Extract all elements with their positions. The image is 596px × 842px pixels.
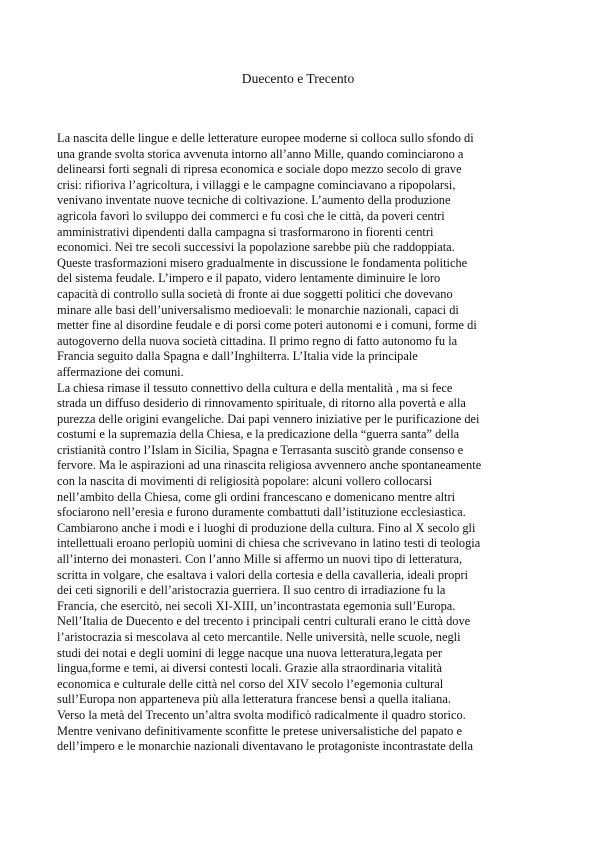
body-line: Queste trasformazioni misero gradualmente in discussione le fondamenta politiche — [57, 255, 468, 270]
body-line: del sistema feudale. L’impero e il papato, videro lentamente diminuire le loro — [57, 271, 441, 286]
body-line: minare alle basi dell’universalismo medioevali: le monarchie nazionali, capaci di — [57, 302, 459, 317]
body-line: una grande svolta storica avvenuta intorno all’anno Mille, quando cominciarono a — [57, 146, 464, 161]
body-line: metter fine al disordine feudale e di porsi come poteri autonomi e i comuni, forme di — [57, 318, 477, 333]
body-line: scritta in volgare, che esaltava i valori della cortesia e della cavalleria, ideali propri — [57, 567, 469, 582]
body-line: Cambiarono anche i modi e i luoghi di produzione della cultura. Fino al X secolo gli — [57, 520, 476, 535]
body-line: Nell’Italia de Duecento e del trecento i principali centri culturali erano le città dove — [57, 614, 471, 629]
body-line: fervore. Ma le aspirazioni ad una rinascita religiosa avvennero anche spontaneamente — [57, 458, 482, 473]
body-line: La nascita delle lingue e delle letterature europee moderne si colloca sullo sfondo di — [57, 131, 474, 145]
body-line: strada un diffuso desiderio di rinnovamento spirituale, di ritorno alla povertà e alla — [57, 396, 466, 411]
body-line: dei ceti signorili e dell’aristocrazia guerriera. Il suo centro di irradiazione fu la — [57, 583, 446, 598]
body-line: affermazione dei comuni. — [57, 364, 184, 379]
body-line: con la nascita di movimenti di religiosità popolare: alcuni vollero collocarsi — [57, 474, 433, 489]
document-title: Duecento e Trecento — [241, 71, 355, 86]
body-line: studi dei notai e degli uomini di legge nacque una nuova letteratura,legata per — [57, 645, 443, 660]
body-line: capacità di controllo sulla società di fronte ai due soggetti politici che dovevano — [57, 286, 453, 301]
body-line: autogoverno della nuova società cittadina. Il primo regno di fatto autonomo fu la — [57, 333, 458, 348]
body-line: amministrativi dipendenti dalla campagna si trasformarono in fiorenti centri — [57, 224, 434, 239]
body-line: delinearsi forti segnali di ripresa economica e sociale dopo mezzo secolo di grave — [57, 162, 462, 177]
body-line: lingua,forme e temi, ai diversi contesti locali. Grazie alla straordinaria vitalità — [57, 661, 442, 676]
body-line: economici. Nei tre secoli successivi la popolazione sarebbe più che raddoppiata. — [57, 240, 455, 255]
body-line: dell’impero e le monarchie nazionali diventavano le protagoniste incontrastate della — [57, 739, 473, 754]
body-line: intellettuali eroano perlopiù uomini di chiesa che scrivevano in latino testi di teologia — [57, 536, 481, 551]
body-line: costumi e la supremazia della Chiesa, e la predicazione della “guerra santa” della — [57, 427, 460, 442]
body-line: crisi: rifioriva l’agricoltura, i villaggi e le campagne cominciavano a ripopolarsi, — [57, 177, 456, 192]
body-line: l’aristocrazia si mescolava al ceto mercantile. Nelle università, nelle scuole, negli — [57, 630, 461, 644]
body-line: nell’ambito della Chiesa, come gli ordini francescano e domenicano mentre altri — [57, 489, 456, 504]
body-line: Mentre venivano definitivamente sconfitte le pretese universalistiche del papato e — [57, 723, 462, 738]
document-body — [57, 131, 547, 755]
body-line: Francia seguito dalla Spagna e dall’Inghilterra. L’Italia vide la principale — [57, 349, 418, 364]
body-line: all’interno dei monasteri. Con l’anno Mille si affermo un nuovi tipo di letteratura, — [57, 552, 463, 567]
body-line: agricola favorì lo sviluppo dei commerci e fu così che le città, da poveri centri — [57, 208, 445, 223]
body-line: La chiesa rimase il tessuto connettivo della cultura e della mentalità , ma si fece — [57, 380, 453, 395]
body-line: sfociarono nell’eresia e furono duramente combattuti dall’istituzione ecclesiastica. — [57, 505, 466, 520]
body-line: purezza delle origini evangeliche. Dai papi vennero iniziative per le purificazione dei — [57, 411, 480, 426]
body-line: economica e culturale delle città nel corso del XIV secolo l’egemonia cultural — [57, 676, 444, 691]
body-line: sull’Europa non apparteneva più alla letteratura francese bensì a quella italiana. — [57, 692, 451, 707]
body-line: Francia, che esercitò, nei secoli XI-XIII, un’incontrastata egemonia sull’Europa. — [57, 598, 456, 613]
body-line: cristianità contro l’Islam in Sicilia, Spagna e Terrasanta suscitò grande consenso e — [57, 442, 464, 457]
body-line: Verso la metà del Trecento un’altra svolta modificò radicalmente il quadro storico. — [57, 707, 466, 722]
body-line: venivano inventate nuove tecniche di coltivazione. L’aumento della produzione — [57, 193, 451, 208]
